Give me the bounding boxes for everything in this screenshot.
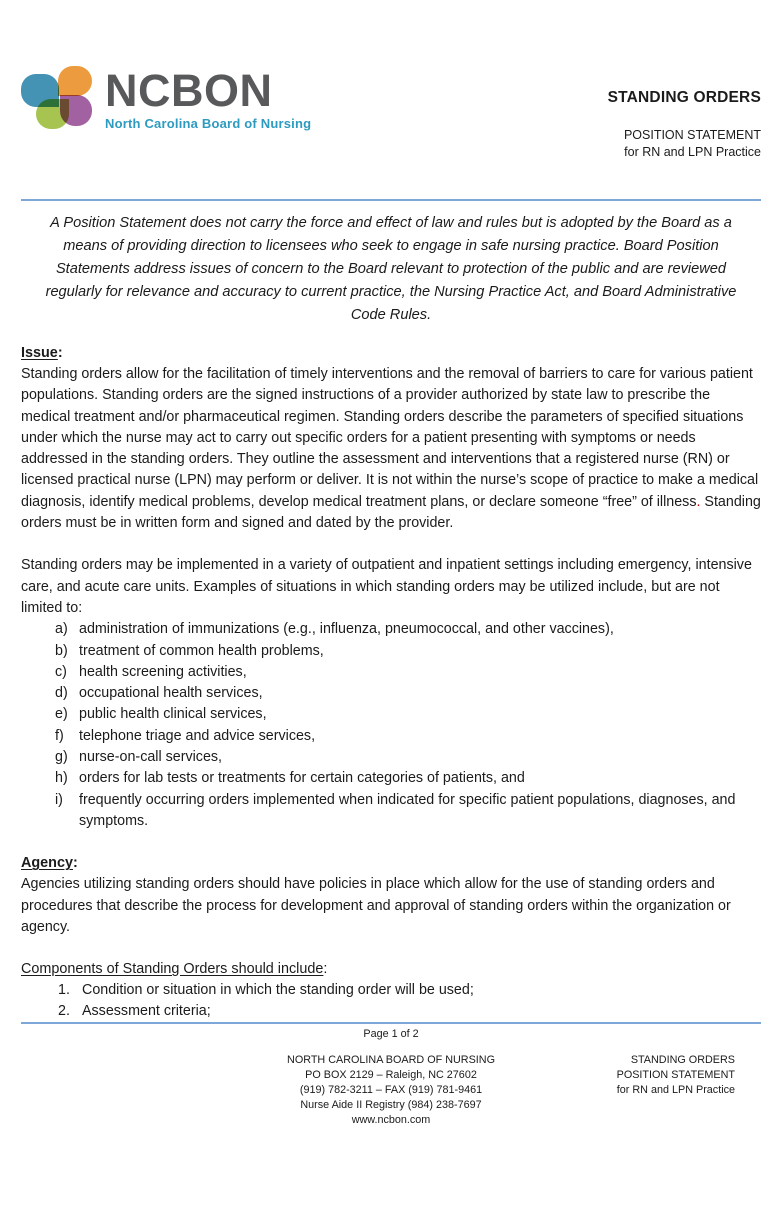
footer-phone-fax: (919) 782-3211 – FAX (919) 781-9461 bbox=[299, 1084, 483, 1096]
website-url[interactable]: www.ncbon.com bbox=[351, 1114, 431, 1126]
list-marker: c) bbox=[55, 663, 67, 680]
footer-title-line2: POSITION STATEMENT bbox=[616, 1069, 735, 1081]
list-item bbox=[21, 662, 761, 683]
issue-example-list bbox=[21, 619, 761, 832]
components-heading: Components of Standing Orders should include: bbox=[21, 961, 328, 978]
footer-org-name: NORTH CAROLINA BOARD OF NURSING bbox=[287, 1054, 495, 1066]
ncbon-logo bbox=[21, 66, 311, 134]
red-period: . bbox=[696, 493, 701, 510]
list-item bbox=[21, 704, 761, 725]
document-subtitle-line1: POSITION STATEMENT bbox=[623, 128, 761, 142]
page-footer bbox=[21, 1022, 761, 1128]
list-marker: 2. bbox=[58, 1003, 70, 1020]
position-statement-preamble: A Position Statement does not carry the force and effect of law and rules but is adopted by the Board as a means of providing direction to licensees who seek to engage in safe nursing practice. Board Position Statements address issues of concern to the Board relevant to protection of the public and are reviewed regularly for relevance and accuracy to current practice, the Nursing Practice Act, and Board Administrative Code Rules. bbox=[45, 215, 737, 323]
document-subtitle bbox=[608, 127, 761, 161]
logo-tagline: North Carolina Board of Nursing bbox=[105, 116, 312, 131]
footer-content bbox=[21, 1053, 761, 1128]
document-title: STANDING ORDERS bbox=[607, 89, 761, 106]
logo-text bbox=[105, 65, 312, 131]
list-item-text: orders for lab tests or treatments for certain categories of patients, and bbox=[79, 770, 525, 787]
list-marker: a) bbox=[55, 621, 68, 638]
list-marker: 1. bbox=[58, 982, 70, 999]
list-item-text: administration of immunizations (e.g., influenza, pneumococcal, and other vaccines), bbox=[79, 621, 614, 638]
footer-registry-phone: Nurse Aide II Registry (984) 238-7697 bbox=[300, 1099, 482, 1111]
list-item bbox=[21, 641, 761, 662]
list-item-text: telephone triage and advice services, bbox=[79, 727, 316, 744]
components-list bbox=[21, 980, 761, 1023]
footer-divider bbox=[21, 1022, 761, 1024]
list-item-text: frequently occurring orders implemented when indicated for specific patient populations, diagnoses, and symptoms. bbox=[79, 791, 736, 829]
page-header bbox=[21, 66, 761, 161]
list-item-text: Assessment criteria; bbox=[82, 1003, 211, 1020]
list-item bbox=[21, 683, 761, 704]
list-marker: h) bbox=[55, 770, 68, 787]
list-item-text: occupational health services, bbox=[79, 685, 263, 702]
list-item-text: health screening activities, bbox=[79, 663, 247, 680]
list-marker: d) bbox=[55, 685, 68, 702]
list-marker: b) bbox=[55, 642, 68, 659]
list-item bbox=[21, 1001, 761, 1022]
document-subtitle-line2: for RN and LPN Practice bbox=[624, 145, 761, 159]
list-item-text: public health clinical services, bbox=[79, 706, 267, 723]
list-item-text: Condition or situation in which the standing order will be used; bbox=[82, 982, 474, 999]
header-divider bbox=[21, 199, 761, 201]
page-number: Page 1 of 2 bbox=[363, 1028, 419, 1040]
list-item bbox=[21, 726, 761, 747]
agency-paragraph: Agencies utilizing standing orders should have policies in place which allow for the use of standing orders and procedures that describe the process for development and approval of standing orders within the organization or agency. bbox=[21, 876, 731, 935]
list-marker: i) bbox=[55, 791, 63, 808]
list-marker: e) bbox=[55, 706, 68, 723]
footer-title-line3: for RN and LPN Practice bbox=[616, 1084, 735, 1096]
logo-acronym: NCBON bbox=[105, 65, 273, 116]
list-item bbox=[21, 619, 761, 640]
list-marker: g) bbox=[55, 749, 68, 766]
list-item bbox=[21, 747, 761, 768]
list-item bbox=[21, 768, 761, 789]
list-item-text: nurse-on-call services, bbox=[79, 749, 223, 766]
agency-heading: Agency: bbox=[21, 855, 78, 872]
document-page bbox=[0, 66, 782, 1023]
list-item bbox=[21, 980, 761, 1001]
list-item bbox=[21, 790, 761, 833]
document-title-block bbox=[608, 89, 761, 161]
issue-heading: Issue: bbox=[21, 345, 63, 361]
issue-paragraph-1: Standing orders allow for the facilitation of timely interventions and the removal of barriers to care for various patient populations. Standing orders are the signed instructions of a provider authorized by state law to prescribe the medical treatment and/or pharmaceutical regimen. Standing orders describe the parameters of specified situations under which the nurse may act to carry out specific orders for a patient presenting with symptoms or needs addressed in the standing orders. They outline the assessment and interventions that a registered nurse (RN) or licensed practical nurse (LPN) may perform or deliver. It is not within the nurse’s scope of practice to make a medical diagnosis, identify medical problems, develop medical treatment plans, or declare someone “free” of illness. Standing orders must be in written form and signed and dated by the provider. bbox=[21, 366, 761, 532]
ncbon-petals-icon bbox=[21, 66, 97, 134]
footer-title-line1: STANDING ORDERS bbox=[630, 1054, 735, 1066]
footer-po-box: PO BOX 2129 – Raleigh, NC 27602 bbox=[305, 1069, 477, 1081]
list-item-text: treatment of common health problems, bbox=[79, 642, 324, 659]
petal-orange-icon bbox=[58, 66, 92, 96]
footer-title-block bbox=[617, 1053, 735, 1098]
issue-paragraph-2: Standing orders may be implemented in a variety of outpatient and inpatient settings including emergency, intensive care, and acute care units. Examples of situations in which standing orders may be utilized include, but are not limited to: bbox=[21, 557, 752, 616]
list-marker: f) bbox=[55, 727, 64, 744]
petal-purple-icon bbox=[60, 95, 92, 126]
